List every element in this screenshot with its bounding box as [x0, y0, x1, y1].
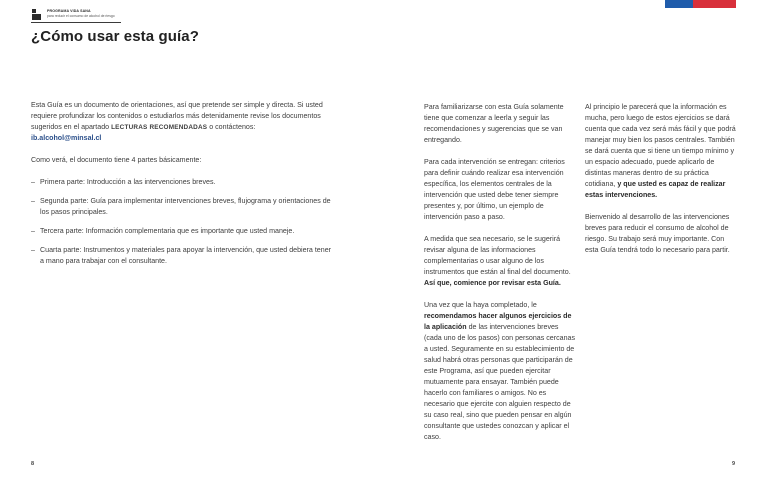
flag-red-segment — [693, 0, 736, 8]
logo-icon — [31, 9, 42, 20]
parts-intro: Como verá, el documento tiene 4 partes básicamente: — [31, 156, 202, 164]
paragraph: Al principio le parecerá que la información es mucha, pero luego de estos ejercicios se dará cuenta que cada vez será más fácil y que podrá manejar muy bien los pasos centrales. También se dará cuenta que si tiene un tiempo mínimo y un espacio adecuado, puede aplicarlo de distintas maneras dentro de su práctica cotidiana, y que usted es capaz de realizar estas intervenciones. — [585, 103, 736, 199]
paragraph: A medida que sea necesario, se le sugerirá revisar alguna de las informaciones complementarias o usar alguno de los instrumentos que están al final del documento. Así que, comience por revisar esta Guía. — [424, 235, 571, 287]
flag-blue-segment — [665, 0, 693, 8]
header-rule — [31, 22, 121, 23]
page-title: ¿Cómo usar esta guía? — [31, 28, 199, 45]
page-number-right: 9 — [732, 461, 736, 467]
contact-email-link[interactable]: ib.alcohol@minsal.cl — [31, 134, 102, 142]
left-column — [31, 100, 331, 275]
page-number-left: 8 — [31, 461, 35, 467]
paragraph: Para cada intervención se entregan: criterios para definir cuándo realizar esa intervención específica, los elementos centrales de la intervención que usted debe tener siempre presentes y, por último, un ejemplo de intervención paso a paso. — [424, 158, 565, 221]
list-item: – Tercera parte: Información complementaria que es importante que usted maneje. — [31, 227, 295, 235]
intro-paragraph: Esta Guía es un documento de orientaciones, así que pretende ser simple y directa. Si usted requiere profundizar los contenidos o estudiarlos más detenidamente revise los documentos sugeridos en el apartado LECTURAS RECOMENDADAS o contáctenos: ib.alcohol@minsal.cl — [31, 101, 323, 142]
recommended-readings-label: LECTURAS RECOMENDADAS — [111, 124, 208, 131]
logo-subtitle: para reducir el consumo de alcohol de riesgo — [47, 14, 115, 18]
paragraph: Una vez que la haya completado, le recomendamos hacer algunos ejercicios de la aplicación de las intervenciones breves (cada uno de los pasos) con personas cercanas a usted. Seguramente en su establecimiento de salud habrá otras personas que participarán de este Programa, así que pueden ejercitar mutuamente para ensayar. También puede hacerlo con familiares o amigos. No es necesario que ejercite con alguien respecto de su caso real, sino que pueden pensar en algún consultante que ustedes conozcan y aplicar el caso. — [424, 301, 576, 441]
logo-title: PROGRAMA VIDA SANA — [47, 9, 91, 13]
paragraph: Bienvenido al desarrollo de las intervenciones breves para reducir el consumo de alcohol de riesgo. Su trabajo será muy importante. Con esta Guía tendrá todo lo necesario para partir. — [585, 213, 730, 254]
list-item: – Segunda parte: Guía para implementar intervenciones breves, flujograma y orientaciones de los pasos principales. — [31, 197, 331, 216]
list-item: – Primera parte: Introducción a las intervenciones breves. — [31, 178, 216, 186]
right-column — [585, 102, 737, 267]
paragraph: Para familiarizarse con esta Guía solamente tiene que comenzar a leerla y seguir las recomendaciones y sugerencias que se van entregando. — [424, 103, 564, 144]
government-flag-bar — [665, 0, 736, 8]
program-logo — [31, 9, 115, 20]
middle-column — [424, 102, 576, 454]
list-item: – Cuarta parte: Instrumentos y materiales para apoyar la intervención, que usted debiera tener a mano para trabajar con el consultante. — [31, 246, 332, 265]
